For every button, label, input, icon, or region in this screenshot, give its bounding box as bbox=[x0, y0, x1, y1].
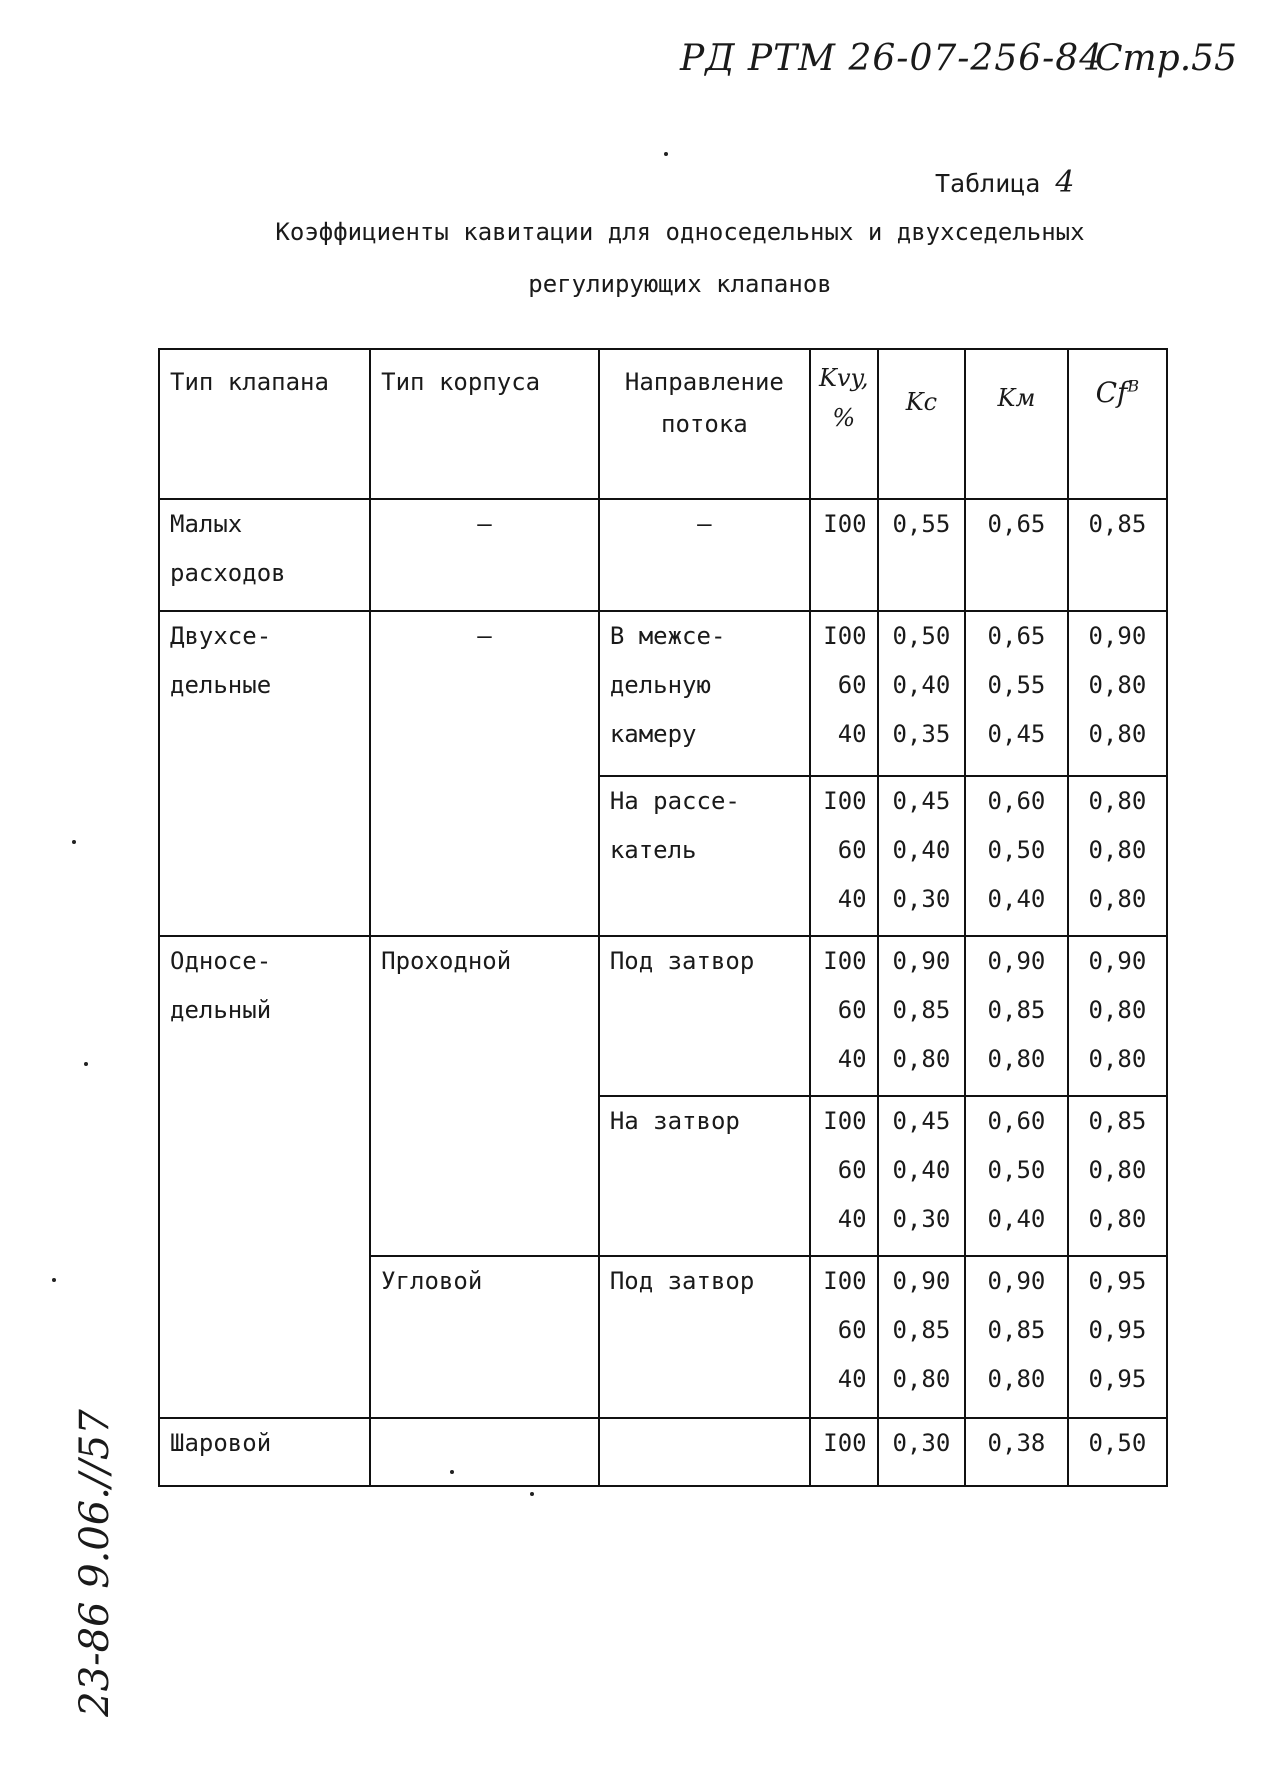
value: 0,80 bbox=[987, 1365, 1046, 1393]
value: I00 bbox=[823, 622, 867, 650]
value: 0,40 bbox=[892, 671, 951, 699]
flow-line: катель bbox=[609, 836, 697, 864]
valve-type-line: дельный bbox=[170, 996, 272, 1024]
cell-body-type bbox=[370, 1256, 599, 1418]
value: 0,35 bbox=[892, 720, 951, 748]
value: I00 bbox=[823, 787, 867, 815]
cell-cf bbox=[1068, 611, 1167, 776]
flow-line: дельную bbox=[609, 671, 711, 699]
cell-cf bbox=[1068, 1096, 1167, 1256]
valve-type-line: Шаровой bbox=[170, 1429, 272, 1457]
value: 0,30 bbox=[892, 1429, 951, 1457]
value: 0,40 bbox=[987, 885, 1046, 913]
cell-kvy bbox=[810, 1418, 878, 1486]
value: I00 bbox=[823, 1429, 867, 1457]
value: 0,80 bbox=[1088, 885, 1147, 913]
document-code: РД РТМ 26-07-256-84 bbox=[680, 38, 1104, 79]
cell-kvy bbox=[810, 776, 878, 936]
table-row bbox=[159, 499, 1167, 611]
value: 60 bbox=[837, 996, 867, 1024]
value: 0,40 bbox=[892, 836, 951, 864]
value: 40 bbox=[837, 1205, 867, 1233]
value: 0,80 bbox=[1088, 1045, 1147, 1073]
value: 0,80 bbox=[1088, 1205, 1147, 1233]
body-type-text: Угловой bbox=[381, 1267, 483, 1295]
value: 0,45 bbox=[892, 1107, 951, 1135]
cell-kvy bbox=[810, 1256, 878, 1418]
cell-flow-direction bbox=[599, 1256, 810, 1418]
value: 0,90 bbox=[1088, 947, 1147, 975]
cell-kvy bbox=[810, 611, 878, 776]
cell-kc bbox=[878, 1096, 966, 1256]
table-row bbox=[159, 1418, 1167, 1486]
value: 0,45 bbox=[987, 720, 1046, 748]
cell-kc bbox=[878, 499, 966, 611]
cell-kc bbox=[878, 776, 966, 936]
value: 0,85 bbox=[892, 996, 951, 1024]
scan-speck bbox=[52, 1278, 56, 1282]
page-number: Стр.55 bbox=[1095, 38, 1237, 79]
cell-km bbox=[965, 499, 1068, 611]
table-label-word: Таблица bbox=[935, 169, 1041, 198]
cell-cf bbox=[1068, 776, 1167, 936]
col-kvy bbox=[810, 349, 878, 499]
value: 0,80 bbox=[892, 1045, 951, 1073]
cell-kc bbox=[878, 936, 966, 1096]
col-body-type: Тип корпуса bbox=[370, 349, 599, 499]
value: 0,95 bbox=[1088, 1267, 1147, 1295]
value: 60 bbox=[837, 836, 867, 864]
value: 0,65 bbox=[987, 510, 1046, 538]
col-cf-superscript: В bbox=[1127, 376, 1140, 396]
value: 0,45 bbox=[892, 787, 951, 815]
cell-flow-direction bbox=[599, 936, 810, 1096]
cell-valve-type bbox=[159, 611, 370, 936]
dash: – bbox=[697, 510, 712, 538]
value: 0,55 bbox=[987, 671, 1046, 699]
value: 0,50 bbox=[892, 622, 951, 650]
value: 40 bbox=[837, 1045, 867, 1073]
table-caption-line-1: Коэффициенты кавитации для односедельных и двухседельных bbox=[275, 218, 1085, 246]
cell-km bbox=[965, 1256, 1068, 1418]
value: 0,50 bbox=[987, 1156, 1046, 1184]
col-flow-direction-line-2: потока bbox=[661, 410, 748, 438]
valve-type-line: дельные bbox=[170, 671, 272, 699]
cell-body-type bbox=[370, 936, 599, 1256]
cell-km bbox=[965, 1418, 1068, 1486]
table-caption-line-2: регулирующих клапанов bbox=[528, 270, 832, 298]
col-km: Kм bbox=[965, 349, 1068, 499]
value: 0,40 bbox=[892, 1156, 951, 1184]
value: 0,40 bbox=[987, 1205, 1046, 1233]
value: 0,80 bbox=[1088, 787, 1147, 815]
scan-speck bbox=[72, 840, 76, 844]
value: 40 bbox=[837, 885, 867, 913]
margin-handwritten-note: 23-86 9.06.//57 bbox=[72, 1409, 118, 1717]
scan-speck bbox=[450, 1470, 454, 1474]
cell-flow-direction bbox=[599, 776, 810, 936]
value: 0,90 bbox=[892, 1267, 951, 1295]
value: I00 bbox=[823, 1107, 867, 1135]
cell-valve-type bbox=[159, 499, 370, 611]
col-cf bbox=[1068, 349, 1167, 499]
cell-cf bbox=[1068, 1418, 1167, 1486]
dash: – bbox=[477, 510, 492, 538]
col-flow-direction bbox=[599, 349, 810, 499]
col-kvy-line-2: % bbox=[832, 404, 856, 432]
col-kvy-line-1: Kvy, bbox=[819, 364, 869, 392]
cell-kvy bbox=[810, 1096, 878, 1256]
valve-type-line: расходов bbox=[170, 559, 286, 587]
body-type-text: Проходной bbox=[381, 947, 512, 975]
cell-body-type bbox=[370, 1418, 599, 1486]
cell-cf bbox=[1068, 936, 1167, 1096]
cell-cf bbox=[1068, 1256, 1167, 1418]
value: 0,50 bbox=[987, 836, 1046, 864]
value: 0,85 bbox=[892, 1316, 951, 1344]
cell-body-type bbox=[370, 611, 599, 936]
cell-flow-direction bbox=[599, 499, 810, 611]
value: 0,85 bbox=[987, 996, 1046, 1024]
value: 0,80 bbox=[1088, 1156, 1147, 1184]
valve-type-line: Малых bbox=[170, 510, 243, 538]
value: 0,38 bbox=[987, 1429, 1046, 1457]
table-label-number: 4 bbox=[1055, 165, 1075, 200]
col-flow-direction-line-1: Направление bbox=[624, 368, 784, 396]
value: 0,90 bbox=[1088, 622, 1147, 650]
value: 0,60 bbox=[987, 1107, 1046, 1135]
value: 0,80 bbox=[892, 1365, 951, 1393]
cell-body-type bbox=[370, 499, 599, 611]
value: 0,80 bbox=[1088, 996, 1147, 1024]
valve-type-line: Двухсе- bbox=[170, 622, 272, 650]
value: 0,90 bbox=[892, 947, 951, 975]
scan-speck bbox=[530, 1492, 534, 1496]
cell-kvy bbox=[810, 499, 878, 611]
cell-km bbox=[965, 611, 1068, 776]
valve-type-line: Односе- bbox=[170, 947, 272, 975]
value: 0,60 bbox=[987, 787, 1046, 815]
cell-flow-direction bbox=[599, 1418, 810, 1486]
cell-kvy bbox=[810, 936, 878, 1096]
table-row bbox=[159, 611, 1167, 776]
cell-valve-type bbox=[159, 936, 370, 1418]
value: 0,80 bbox=[987, 1045, 1046, 1073]
value: 0,80 bbox=[1088, 671, 1147, 699]
flow-line: В межсе- bbox=[609, 622, 726, 650]
cell-km bbox=[965, 776, 1068, 936]
col-kc: Kc bbox=[878, 349, 966, 499]
cell-cf bbox=[1068, 499, 1167, 611]
table-header-row bbox=[159, 349, 1167, 499]
cell-km bbox=[965, 936, 1068, 1096]
value: 0,65 bbox=[987, 622, 1046, 650]
value: I00 bbox=[823, 510, 867, 538]
value: 60 bbox=[837, 1156, 867, 1184]
value: 0,95 bbox=[1088, 1316, 1147, 1344]
value: 0,80 bbox=[1088, 720, 1147, 748]
flow-line: Под затвор bbox=[609, 947, 755, 975]
value: 0,90 bbox=[987, 1267, 1046, 1295]
value: 0,30 bbox=[892, 1205, 951, 1233]
cell-kc bbox=[878, 1418, 966, 1486]
table-row bbox=[159, 936, 1167, 1096]
col-valve-type: Тип клапана bbox=[159, 349, 370, 499]
cell-valve-type bbox=[159, 1418, 370, 1486]
value: 60 bbox=[837, 671, 867, 699]
value: 0,50 bbox=[1088, 1429, 1147, 1457]
scan-speck bbox=[664, 152, 668, 156]
flow-line: На затвор bbox=[609, 1107, 740, 1135]
cell-kc bbox=[878, 611, 966, 776]
value: 40 bbox=[837, 1365, 867, 1393]
table-label bbox=[935, 165, 1075, 200]
cell-flow-direction bbox=[599, 1096, 810, 1256]
value: 0,80 bbox=[1088, 836, 1147, 864]
value: 0,30 bbox=[892, 885, 951, 913]
cell-kc bbox=[878, 1256, 966, 1418]
dash: – bbox=[477, 622, 492, 650]
cell-flow-direction bbox=[599, 611, 810, 776]
flow-line: Под затвор bbox=[609, 1267, 755, 1295]
value: 0,85 bbox=[1088, 510, 1147, 538]
value: 0,85 bbox=[1088, 1107, 1147, 1135]
value: I00 bbox=[823, 1267, 867, 1295]
value: 0,95 bbox=[1088, 1365, 1147, 1393]
scan-speck bbox=[84, 1062, 88, 1066]
flow-line: На рассе- bbox=[609, 787, 740, 815]
flow-line: камеру bbox=[609, 720, 697, 748]
cell-km bbox=[965, 1096, 1068, 1256]
value: I00 bbox=[823, 947, 867, 975]
value: 40 bbox=[837, 720, 867, 748]
value: 0,55 bbox=[892, 510, 951, 538]
cavitation-coefficients-table bbox=[158, 348, 1168, 1487]
value: 60 bbox=[837, 1316, 867, 1344]
col-cf-symbol: Cf bbox=[1095, 376, 1128, 409]
value: 0,85 bbox=[987, 1316, 1046, 1344]
value: 0,90 bbox=[987, 947, 1046, 975]
